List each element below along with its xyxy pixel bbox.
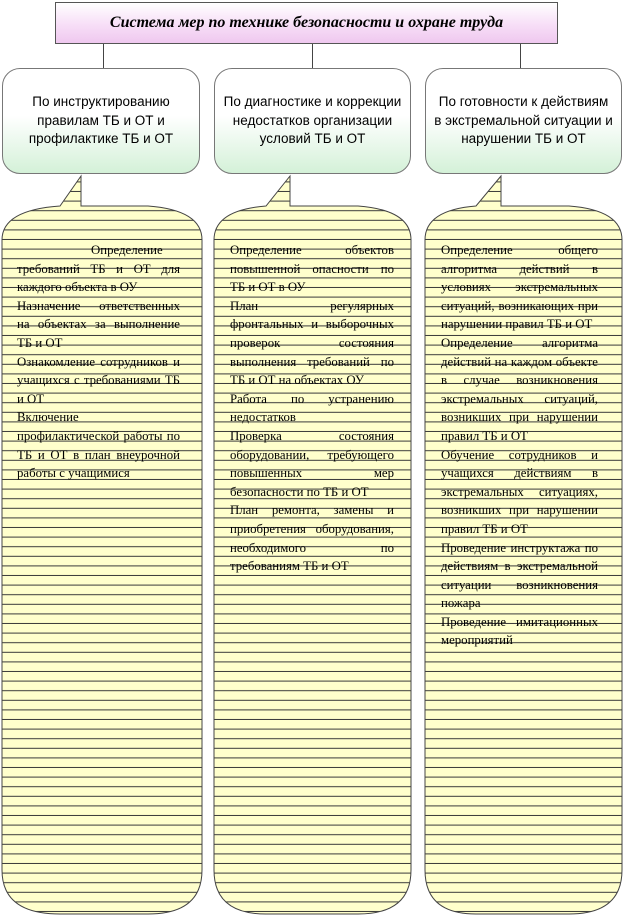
list-item: Определение объектов повышенной опасности по ТБ и ОТ в ОУ xyxy=(230,243,394,295)
list-item: Включение профилактической работы по ТБ и ОТ в план внеурочной работы с учащимися xyxy=(17,410,180,481)
column-header-emergency: По готовности к действиям в экстремальной ситуации и нарушении ТБ и ОТ xyxy=(425,68,622,174)
list-item: План ремонта, замены и приобретения оборудования, необходимого по требованиям ТБ и ОТ xyxy=(230,503,394,574)
column-items-emergency xyxy=(441,241,598,650)
list-item: Определение алгоритма действий на каждом объекте в случае возникновения экстремальных ситуаций, возникших при нарушении правил ТБ и ОТ xyxy=(441,335,598,443)
diagram-title: Система мер по технике безопасности и охране труда xyxy=(55,2,558,44)
list-item: Назначение ответственных на объектах за выполнение ТБ и ОТ xyxy=(17,298,180,350)
list-item: Проведение инструктажа по действиям в экстремальной ситуации возникновения пожара xyxy=(441,540,598,611)
column-items-diagnostics xyxy=(230,241,394,576)
column-header-instruction: По инструктированию правилам ТБ и ОТ и профилактике ТБ и ОТ xyxy=(2,68,200,174)
list-item: Ознакомление сотрудников и учащихся с требованиями ТБ и ОТ xyxy=(17,354,180,406)
list-item: Проведение имитационных мероприятий xyxy=(441,614,598,648)
column-items-instruction xyxy=(17,241,180,483)
list-item: План регулярных фронтальных и выборочных проверок состояния выполнения требований по ТБ и ОТ на объектах ОУ xyxy=(230,298,394,388)
list-item: Определение требований ТБ и ОТ для каждого объекта в ОУ xyxy=(17,243,180,295)
list-item: Проверка состояния оборудовании, требующего повышенных мер безопасности по ТБ и ОТ xyxy=(230,428,394,499)
list-item: Работа по устранению недостатков xyxy=(230,391,394,425)
column-header-diagnostics: По диагностике и коррекции недостатков организации условий ТБ и ОТ xyxy=(214,68,411,174)
list-item: Определение общего алгоритма действий в условиях экстремальных ситуаций, возникающих при нарушении правил ТБ и ОТ xyxy=(441,243,598,332)
list-item: Обучение сотрудников и учащихся действиям в экстремальных ситуациях, возникших при нарушении правил ТБ и ОТ xyxy=(441,447,598,536)
